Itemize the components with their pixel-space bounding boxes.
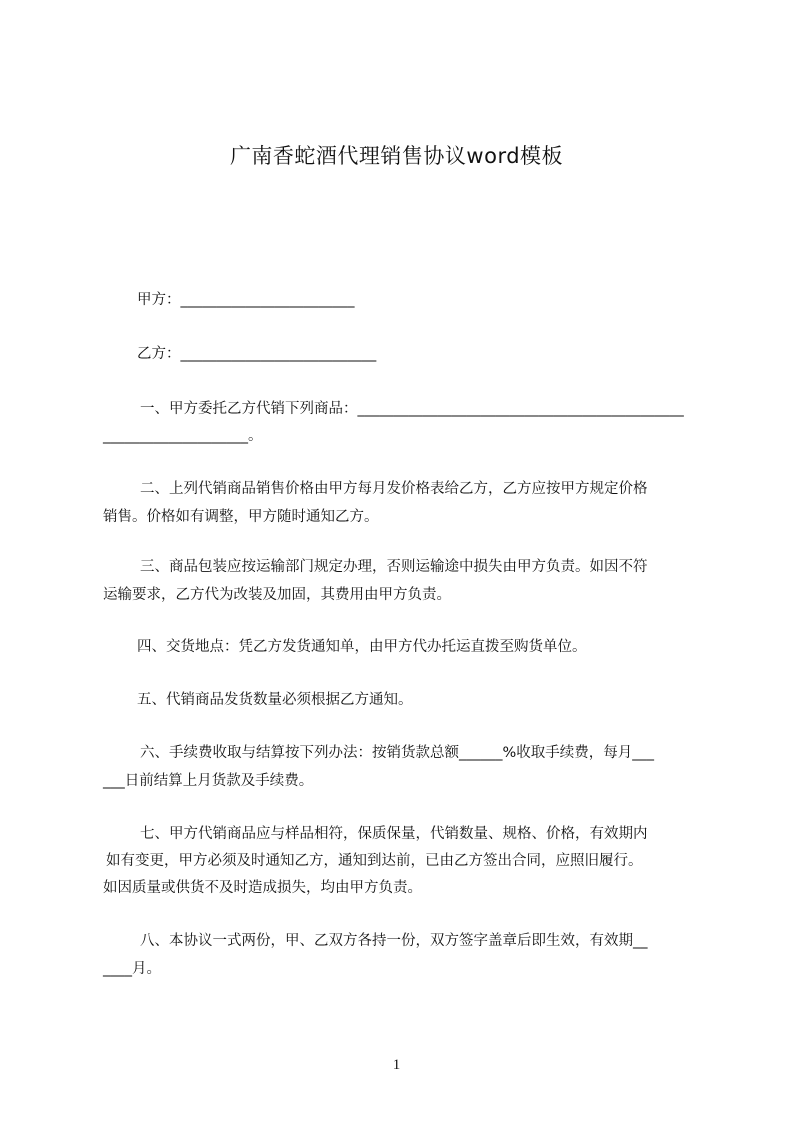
clause-7-line-1: 七、甲方代销商品应与样品相符，保质保量，代销数量、规格、价格，有效期内: [140, 826, 648, 842]
clause-6-line-2: ___日前结算上月货款及手续费。: [103, 773, 314, 789]
clause-6-line-1: 六、手续费收取与结算按下列办法：按销货款总额______%收取手续费，每月___: [140, 745, 655, 761]
clause-3-line-2: 运输要求，乙方代为改装及加固，其费用由甲方负责。: [103, 587, 451, 603]
party-a-line: 甲方：________________________: [137, 292, 355, 308]
clause-8-line-1: 八、本协议一式两份，甲、乙双方各持一份，双方签字盖章后即生效，有效期__: [140, 933, 648, 949]
clause-2-line-1: 二、上列代销商品销售价格由甲方每月发价格表给乙方，乙方应按甲方规定价格: [140, 481, 648, 497]
clause-3-line-1: 三、商品包装应按运输部门规定办理，否则运输途中损失由甲方负责。如因不符: [140, 559, 648, 575]
page-number: 1: [392, 1057, 401, 1073]
party-b-line: 乙方：___________________________: [137, 346, 377, 362]
clause-8-line-2: ____月。: [103, 961, 161, 977]
document-title: 广南香蛇酒代理销售协议word模板: [229, 144, 564, 168]
clause-4: 四、交货地点：凭乙方发货通知单，由甲方代办托运直拨至购货单位。: [137, 639, 587, 655]
clause-1-line-2: ____________________。: [103, 428, 263, 444]
clause-1-line-1: 一、甲方委托乙方代销下列商品：_____________________________________________: [140, 401, 684, 417]
clause-5: 五、代销商品发货数量必须根据乙方通知。: [137, 692, 413, 708]
clause-7-line-2: 如有变更，甲方必须及时通知乙方，通知到达前，已由乙方签出合同，应照旧履行。: [106, 853, 643, 869]
clause-7-line-3: 如因质量或供货不及时造成损失，均由甲方负责。: [103, 880, 422, 896]
clause-2-line-2: 销售。价格如有调整，甲方随时通知乙方。: [103, 509, 379, 525]
